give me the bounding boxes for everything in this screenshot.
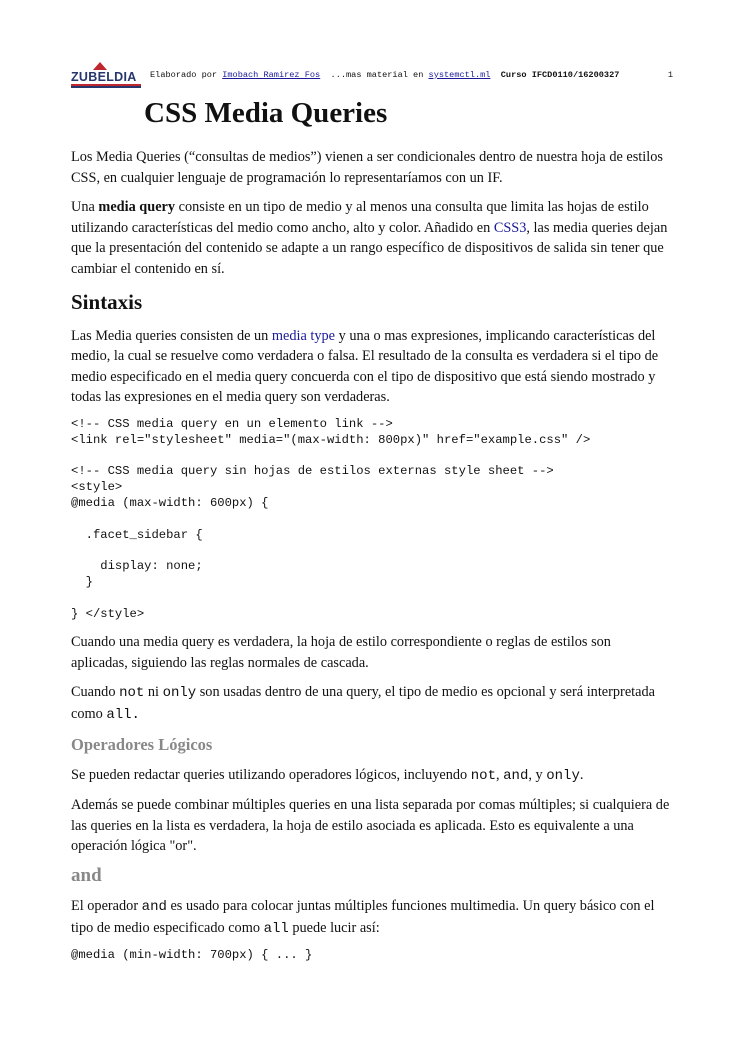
author-link[interactable]: Imobach Ramirez Fos: [222, 70, 321, 80]
section-heading-sintaxis: Sintaxis: [71, 289, 143, 314]
syntax-paragraph: Las Media queries consisten de un media type y una o mas expresiones, implicando características del medio, la cual se resuelve como verdadera o falsa. El resultado de la consulta es verdadera si el tipo de medio especificado en el media query concuerda con el tipo de dispositivo que está siendo mostrado y todas las expresiones en el media query son verdaderas.: [71, 327, 659, 406]
page-header: [71, 62, 677, 90]
and-paragraph: El operador and es usado para colocar juntas múltiples funciones multimedia. Un query básico con el tipo de medio especificado como all puede lucir así:: [71, 898, 655, 937]
media-query-term: media query: [98, 199, 176, 216]
section-heading-operadores: Operadores Lógicos: [71, 734, 213, 754]
code-block-link-style: <!-- CSS media query en un elemento link --> <link rel="stylesheet" media="(max-width: 800px)" href="example.css" /> <!-- CSS media query sin hojas de estilos externas style sheet --> <style> @media (max-width: 600px) { .facet_sidebar { display: none; } } </style>: [71, 416, 591, 621]
intro-paragraph: Los Media Queries (“consultas de medios”) vienen a ser condicionales dentro de nuestra hoja de estilos CSS, en cualquier lenguaje de programación lo representaríamos con un IF.: [71, 149, 663, 186]
operators-paragraph: Se pueden redactar queries utilizando operadores lógicos, incluyendo not, and, y only.: [71, 766, 584, 784]
header-prefix: Elaborado por: [150, 70, 218, 80]
logo-text: ZUBELDIA: [71, 70, 137, 84]
site-link[interactable]: systemctl.ml: [428, 70, 491, 80]
definition-paragraph: Una media query consiste en un tipo de medio y al menos una consulta que limita las hojas de estilo utilizando características del medio como ancho, alto y color. Añadido en CSS3, las media queries dejan que la presentación del contenido se adapte a un rango específico de dispositivos de salida sin tener que cambiar el contenido en sí.: [71, 199, 668, 277]
header-credits: [150, 70, 619, 80]
course-code: Curso IFCD0110/16200327: [500, 70, 620, 80]
cascade-paragraph: Cuando una media query es verdadera, la hoja de estilo correspondiente o reglas de estilos son aplicadas, siguiendo las reglas normales de cascada.: [71, 634, 611, 671]
not-only-paragraph: Cuando not ni only son usadas dentro de una query, el tipo de medio es opcional y será interpretada como all.: [71, 684, 655, 724]
code-block-min-width: @media (min-width: 700px) { ... }: [71, 948, 313, 963]
page-title: CSS Media Queries: [144, 97, 388, 129]
zubeldia-logo: [71, 62, 141, 88]
css3-link[interactable]: CSS3: [493, 219, 527, 236]
header-more: ...mas material en: [330, 70, 424, 80]
media-type-link[interactable]: media type: [271, 327, 336, 344]
comma-list-paragraph: Además se puede combinar múltiples queries en una lista separada por comas múltiples; si cualquiera de las queries en la lista es verdadera, la hoja de estilo asociada es aplicada. Esto es equivalente a una operación lógica "or".: [71, 797, 670, 855]
section-heading-and: and: [71, 865, 102, 887]
page-number: 1: [667, 70, 673, 80]
document-body: [71, 147, 671, 974]
